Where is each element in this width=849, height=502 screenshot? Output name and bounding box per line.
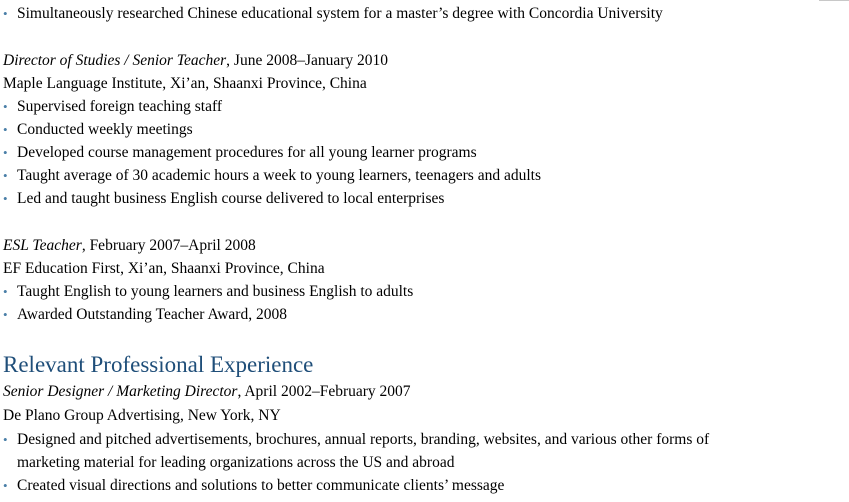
job-organization: EF Education First, Xi’an, Shaanxi Province, China — [3, 260, 325, 277]
page-edge-mark — [819, 0, 849, 3]
bullet-text: Simultaneously researched Chinese educational system for a master’s degree with Concordia University — [17, 5, 663, 22]
section-heading: Relevant Professional Experience — [3, 352, 314, 377]
bullet-icon: • — [3, 145, 8, 160]
job-role: Senior Designer / Marketing Director — [3, 383, 238, 400]
bullet-text: Led and taught business English course delivered to local enterprises — [17, 190, 445, 207]
bullet-icon: • — [3, 168, 8, 183]
bullet-icon: • — [3, 432, 8, 447]
job-organization: De Plano Group Advertising, New York, NY — [3, 407, 281, 424]
bullet-text-continuation: marketing material for leading organizations across the US and abroad — [17, 454, 455, 471]
bullet-icon: • — [3, 122, 8, 137]
bullet-text: Developed course management procedures for all young learner programs — [17, 144, 477, 161]
bullet-icon: • — [3, 478, 8, 493]
job-role: Director of Studies / Senior Teacher — [3, 52, 227, 69]
job-role: ESL Teacher — [3, 237, 82, 254]
bullet-text: Taught English to young learners and business English to adults — [17, 283, 414, 300]
job-title-line — [3, 235, 256, 257]
bullet-text: Awarded Outstanding Teacher Award, 2008 — [17, 306, 287, 323]
bullet-text: Conducted weekly meetings — [17, 121, 193, 138]
job-title-line — [3, 381, 411, 403]
job-dates: , April 2002–February 2007 — [237, 383, 411, 400]
bullet-icon: • — [3, 99, 8, 114]
bullet-icon: • — [3, 307, 8, 322]
job-organization: Maple Language Institute, Xi’an, Shaanxi Province, China — [3, 75, 367, 92]
bullet-text: Supervised foreign teaching staff — [17, 98, 223, 115]
bullet-icon: • — [3, 284, 8, 299]
job-title-line — [3, 50, 388, 72]
bullet-text: Designed and pitched advertisements, brochures, annual reports, branding, websites, and various other forms of — [17, 431, 710, 448]
job-dates: , June 2008–January 2010 — [226, 52, 389, 69]
job-dates: , February 2007–April 2008 — [81, 237, 256, 254]
bullet-icon: • — [3, 6, 8, 21]
bullet-text: Taught average of 30 academic hours a week to young learners, teenagers and adults — [17, 167, 541, 184]
bullet-text: Created visual directions and solutions to better communicate clients’ message — [17, 477, 505, 494]
bullet-icon: • — [3, 191, 8, 206]
